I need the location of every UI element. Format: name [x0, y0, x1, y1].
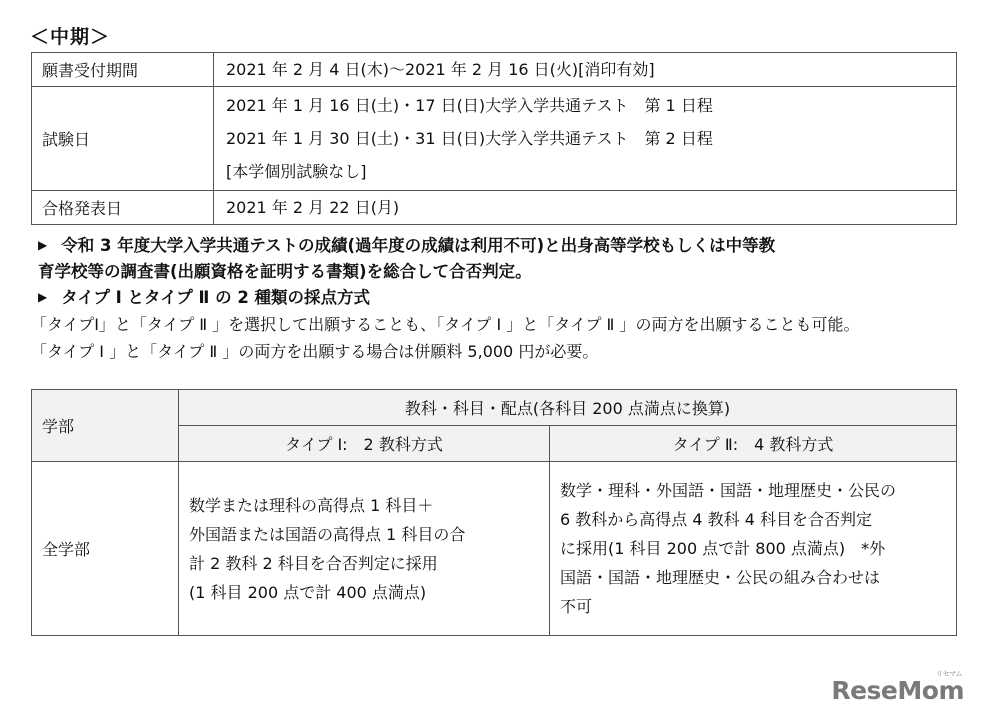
- schedule-table: [31, 52, 957, 225]
- period-line: 2021 年 2 月 4 日(木)～2021 年 2 月 16 日(火)[消印有効]: [226, 60, 655, 79]
- period-label: 願書受付期間: [32, 53, 214, 87]
- triangle-bullet-icon: ▶: [38, 290, 48, 304]
- type1-line-3: 計 2 教科 2 科目を合否判定に採用: [189, 553, 438, 573]
- type1-line-1: 数学または理科の高得点 1 科目＋: [189, 495, 434, 515]
- exam-date-line-3: [本学個別試験なし]: [226, 162, 367, 181]
- dept-header: 学部: [32, 390, 179, 462]
- exam-date-line-2: 2021 年 1 月 30 日(土)・31 日(日)大学入学共通テスト 第 2 日程: [226, 129, 713, 148]
- announce-label: 合格発表日: [32, 191, 214, 225]
- plain-note-2: 「タイプ Ⅰ 」と「タイプ Ⅱ 」の両方を出願する場合は併願料 5,000 円が必要。: [31, 342, 599, 361]
- resemom-logo: [831, 670, 964, 705]
- type2-line-2: 6 教科から高得点 4 教科 4 科目を合否判定: [560, 510, 872, 529]
- type2-line-1: 数学・理科・外国語・国語・地理歴史・公民の: [560, 481, 897, 500]
- note-1-line-2: 育学校等の調査書(出願資格を証明する書類)を総合して合否判定。: [38, 262, 532, 281]
- type2-line-3: に採用(1 科目 200 点で計 800 点満点) *外: [560, 539, 886, 558]
- note-bullet-1: [38, 232, 958, 285]
- section-title: ＜中期＞: [30, 26, 111, 48]
- logo-text: ReseMom: [831, 676, 964, 705]
- exam-date-line-1: 2021 年 1 月 16 日(土)・17 日(日)大学入学共通テスト 第 1 日程: [226, 96, 713, 115]
- exam-date-value: [214, 87, 957, 191]
- table-row: [32, 53, 957, 87]
- type1-cell: [179, 462, 550, 636]
- triangle-bullet-icon: ▶: [38, 238, 48, 252]
- announce-line: 2021 年 2 月 22 日(月): [226, 198, 400, 217]
- plain-note-1: 「タイプⅠ」と「タイプ Ⅱ 」を選択して出願することも、「タイプ Ⅰ 」と「タイプ Ⅱ 」の両方を出願することも可能。: [31, 315, 860, 334]
- dept-name: 全学部: [32, 462, 179, 636]
- scoring-table: [31, 389, 957, 636]
- type1-line-2: 外国語または国語の高得点 1 科目の合: [189, 524, 466, 544]
- type1-header: タイプ Ⅰ: 2 教科方式: [179, 426, 550, 462]
- exam-date-label: 試験日: [32, 87, 214, 191]
- note-bullet-2: [38, 284, 958, 311]
- type2-line-5: 不可: [560, 597, 593, 616]
- type2-line-4: 国語・国語・地理歴史・公民の組み合わせは: [560, 568, 881, 587]
- table-row: [32, 191, 957, 225]
- note-1-line-1: 令和 3 年度大学入学共通テストの成績(過年度の成績は利用不可)と出身高等学校もしくは中等教: [61, 236, 776, 255]
- type2-header: タイプ Ⅱ: 4 教科方式: [550, 426, 957, 462]
- period-value: [214, 53, 957, 87]
- type1-line-4: (1 科目 200 点で計 400 点満点): [189, 582, 427, 602]
- table-row: [32, 462, 957, 636]
- table-row: [32, 87, 957, 191]
- logo-sub: リセマム: [936, 670, 962, 678]
- type2-cell: [550, 462, 957, 636]
- note-2-text: タイプ Ⅰ とタイプ Ⅱ の 2 種類の採点方式: [61, 288, 371, 307]
- announce-value: [214, 191, 957, 225]
- table-row: [32, 390, 957, 426]
- subjects-header: 教科・科目・配点(各科目 200 点満点に換算): [179, 390, 957, 426]
